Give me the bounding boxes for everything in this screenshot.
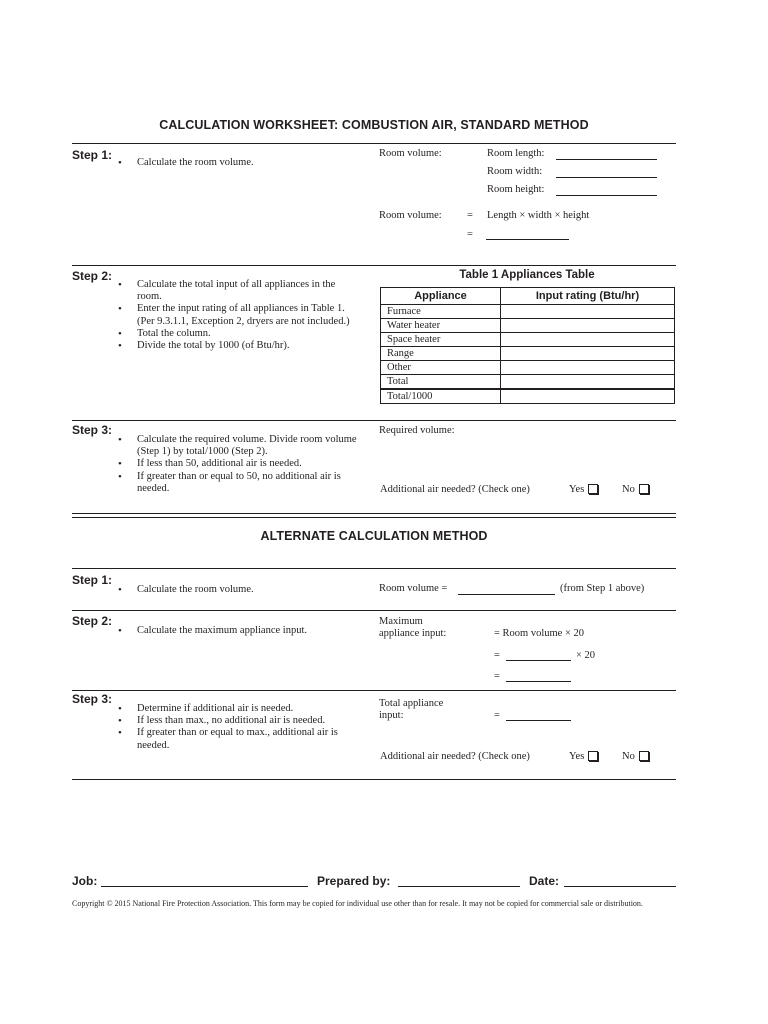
alt-room-volume-field[interactable] (458, 594, 555, 595)
alt-additional-air-question: Additional air needed? (Check one) (380, 751, 530, 762)
equals-sign: = (494, 650, 500, 661)
appliance-name: Space heater (381, 333, 501, 347)
appliance-name: Range (381, 347, 501, 361)
section-rule (72, 568, 676, 569)
required-volume-label: Required volume: (379, 425, 455, 436)
alt-step1-bullets (118, 584, 358, 596)
alt-yes-option[interactable] (569, 751, 598, 762)
appliance-name: Water heater (381, 319, 501, 333)
times-20: × 20 (576, 650, 596, 661)
table-row (381, 389, 675, 404)
std-step2-label: Step 2: (72, 269, 113, 283)
section-rule (72, 420, 676, 421)
bullet-item: • Calculate the room volume. (118, 584, 358, 596)
std-step3-label: Step 3: (72, 423, 113, 437)
input-rating-cell[interactable] (501, 333, 675, 347)
checkbox-icon[interactable] (639, 484, 649, 494)
no-label: No (622, 751, 635, 762)
bullet-item: • If greater than or equal to 50, no additional air is needed. (118, 471, 358, 495)
max-input-label-1: Maximum (379, 616, 423, 627)
std-step1-label: Step 1: (72, 148, 113, 162)
appliance-name: Total/1000 (381, 389, 501, 404)
section-rule (72, 690, 676, 691)
double-rule-bottom (72, 517, 676, 518)
table-row (381, 375, 675, 390)
section-rule (72, 610, 676, 611)
room-volume-result-field[interactable] (486, 239, 569, 240)
room-width-field[interactable] (556, 177, 657, 178)
alt-room-volume-label: Room volume = (379, 583, 448, 594)
from-step-note: (from Step 1 above) (560, 583, 645, 594)
section-rule (72, 265, 676, 266)
double-rule-top (72, 513, 676, 514)
input-rating-cell[interactable] (501, 375, 675, 390)
prepared-by-label: Prepared by: (317, 874, 391, 888)
alt-step1-label: Step 1: (72, 573, 113, 587)
room-height-field[interactable] (556, 195, 657, 196)
bullet-item: • If less than 50, additional air is needed. (118, 458, 358, 470)
max-input-result-field[interactable] (506, 681, 571, 682)
equals-sign: = (494, 671, 500, 682)
bullet-item: • Determine if additional air is needed. (118, 703, 353, 715)
bullet-item: • If less than max., no additional air is needed. (118, 715, 353, 727)
yes-label: Yes (569, 484, 585, 495)
total-input-label-1: Total appliance (379, 698, 444, 709)
table-row (381, 333, 675, 347)
room-length-label: Room length: (487, 148, 545, 159)
appliance-name: Other (381, 361, 501, 375)
section-rule (72, 779, 676, 780)
appliance-name: Total (381, 375, 501, 390)
col-appliance-header: Appliance (381, 288, 501, 305)
bullet-item: • Calculate the maximum appliance input. (118, 625, 358, 637)
input-rating-cell[interactable] (501, 305, 675, 319)
date-field[interactable] (564, 886, 676, 887)
bullet-item: • If greater than or equal to max., additional air is needed. (118, 727, 353, 751)
input-rating-cell[interactable] (501, 347, 675, 361)
input-rating-cell[interactable] (501, 361, 675, 375)
total-input-label-2: input: (379, 710, 404, 721)
appliances-table (380, 287, 675, 404)
copyright-notice: Copyright © 2015 National Fire Protection Association. This form may be copied for individual use other than for resale. It may not be copied for commercial sale or distribution. (72, 899, 643, 908)
table-row (381, 347, 675, 361)
input-rating-cell[interactable] (501, 389, 675, 404)
bullet-item: • Calculate the required volume. Divide room volume (Step 1) by total/1000 (Step 2). (118, 434, 358, 458)
std-step2-bullets (118, 279, 358, 352)
yes-label: Yes (569, 751, 585, 762)
alt-step3-bullets (118, 703, 353, 752)
table-row (381, 305, 675, 319)
room-volume-label-2: Room volume: (379, 210, 442, 221)
room-width-label: Room width: (487, 166, 543, 177)
additional-air-question: Additional air needed? (Check one) (380, 484, 530, 495)
room-height-label: Room height: (487, 184, 545, 195)
yes-option[interactable] (569, 484, 598, 495)
worksheet-title: CALCULATION WORKSHEET: COMBUSTION AIR, STANDARD METHOD (159, 118, 589, 132)
bullet-item: • Total the column. (118, 328, 358, 340)
no-label: No (622, 484, 635, 495)
title-rule (72, 143, 676, 144)
volume-formula: Length × width × height (487, 210, 590, 221)
col-input-header: Input rating (Btu/hr) (501, 288, 675, 305)
max-input-label-2: appliance input: (379, 628, 447, 639)
bullet-item: • Calculate the total input of all appliances in the room. (118, 279, 358, 303)
std-step1-bullets (118, 157, 358, 169)
alt-step2-bullets (118, 625, 358, 637)
std-step3-bullets (118, 434, 358, 495)
bullet-item: • Calculate the room volume. (118, 157, 358, 169)
room-volume-label: Room volume: (379, 148, 442, 159)
alternate-title: ALTERNATE CALCULATION METHOD (260, 529, 488, 543)
room-length-field[interactable] (556, 159, 657, 160)
date-label: Date: (529, 874, 560, 888)
bullet-item: • Enter the input rating of all appliances in Table 1. (Per 9.3.1.1, Exception 2, dryers are not included.) (118, 303, 358, 327)
table-title: Table 1 Appliances Table (459, 269, 595, 281)
checkbox-icon[interactable] (588, 751, 598, 761)
job-field[interactable] (101, 886, 308, 887)
job-label: Job: (72, 874, 98, 888)
max-input-formula: = Room volume × 20 (494, 628, 585, 639)
equals-sign: = (467, 210, 473, 221)
table-row (381, 319, 675, 333)
equals-sign: = (467, 229, 473, 240)
alt-step2-label: Step 2: (72, 614, 113, 628)
input-rating-cell[interactable] (501, 319, 675, 333)
alt-no-option[interactable] (622, 751, 649, 762)
no-option[interactable] (622, 484, 649, 495)
max-input-volume-field[interactable] (506, 660, 571, 661)
total-input-field[interactable] (506, 720, 571, 721)
alt-step3-label: Step 3: (72, 692, 113, 706)
equals-sign: = (494, 710, 500, 721)
checkbox-icon[interactable] (639, 751, 649, 761)
bullet-item: • Divide the total by 1000 (of Btu/hr). (118, 340, 358, 352)
checkbox-icon[interactable] (588, 484, 598, 494)
prepared-by-field[interactable] (398, 886, 520, 887)
table-row (381, 361, 675, 375)
appliance-name: Furnace (381, 305, 501, 319)
